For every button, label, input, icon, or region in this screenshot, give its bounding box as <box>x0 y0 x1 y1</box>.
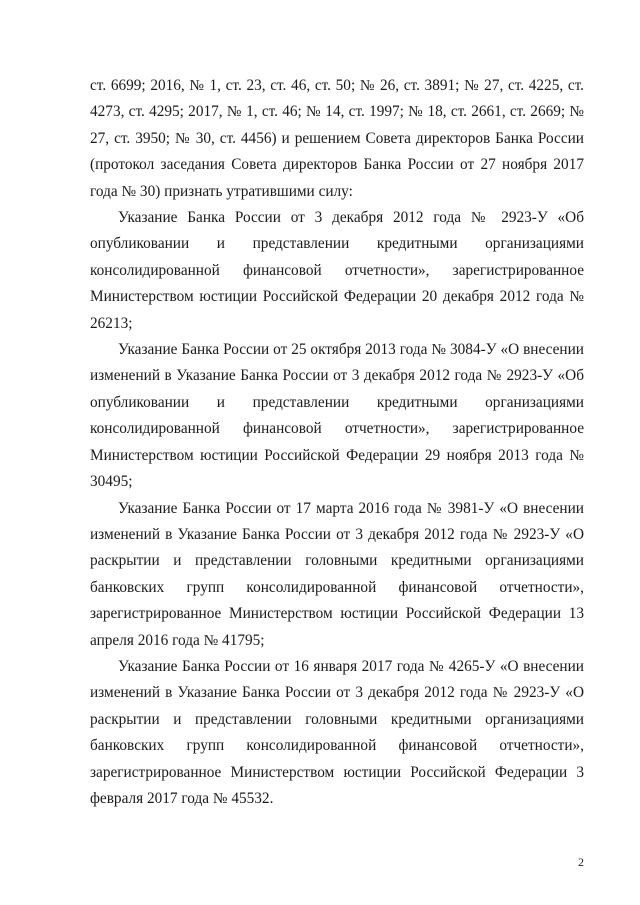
repealed-act-2923-u: Указание Банка России от 3 декабря 2012 года № 2923-У «Об опубликовании и представлении кредитными организациями консолидированной финансовой отчетности», зарегистрированное Министерством юстиции Российской Федерации 20 декабря 2012 года № 26213; <box>90 209 584 332</box>
repealed-act-3981-u: Указание Банка России от 17 марта 2016 года № 3981-У «О внесении изменений в Указание Банка России от 3 декабря 2012 года № 2923-У «О раскрытии и представлении головными кредитными организациями банковских групп консолидированной финансовой отчетности», зарегистрированное Министерством юстиции Российской Федерации 13 апреля 2016 года № 41795; <box>90 499 584 649</box>
intro-paragraph: ст. 6699; 2016, № 1, ст. 23, ст. 46, ст. 50; № 26, ст. 3891; № 27, ст. 4225, ст. 4273, ст. 4295; 2017, № 1, ст. 46; № 14, ст. 1997; № 18, ст. 2661, ст. 2669; № 27, ст. 3950; № 30, ст. 4456) и решением Совета директоров Банка России (протокол заседания Совета директоров Банка России от 27 ноября 2017 года № 30) признать утратившими силу: <box>90 77 584 200</box>
document-body <box>90 73 584 812</box>
repealed-act-4265-u: Указание Банка России от 16 января 2017 года № 4265-У «О внесении изменений в Указание Банка России от 3 декабря 2012 года № 2923-У «О раскрытии и представлении головными кредитными организациями банковских групп консолидированной финансовой отчетности», зарегистрированное Министерством юстиции Российской Федерации 3 февраля 2017 года № 45532. <box>90 657 584 807</box>
repealed-act-3084-u: Указание Банка России от 25 октября 2013 года № 3084-У «О внесении изменений в Указание Банка России от 3 декабря 2012 года № 2923-У «Об опубликовании и представлении кредитными организациями консолидированной финансовой отчетности», зарегистрированное Министерством юстиции Российской Федерации 29 ноября 2013 года № 30495; <box>90 341 584 491</box>
page-number: 2 <box>578 855 584 869</box>
